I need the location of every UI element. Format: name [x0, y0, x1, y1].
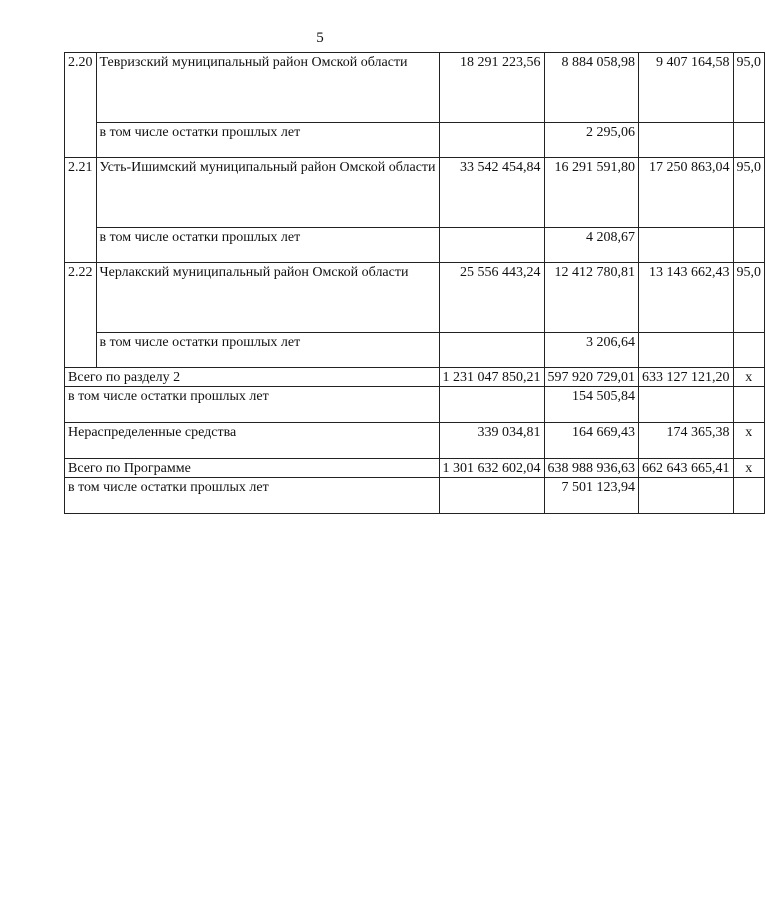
summary-label: в том числе остатки прошлых лет: [65, 387, 440, 423]
prior-years-amount: 3 206,64: [544, 333, 639, 368]
amount-column-2: 638 988 936,63: [544, 459, 639, 478]
amount-column-3: [639, 228, 734, 263]
summary-label: Всего по разделу 2: [65, 368, 440, 387]
row-index: 2.22: [65, 263, 97, 368]
total-amount: [439, 478, 544, 514]
summary-label: в том числе остатки прошлых лет: [65, 478, 440, 514]
amount-column-3: [639, 387, 734, 423]
percent-value: [733, 123, 765, 158]
total-amount: 1 301 632 602,04: [439, 459, 544, 478]
amount-column-3: [639, 333, 734, 368]
district-subrow: [65, 228, 765, 263]
total-amount: 25 556 443,24: [439, 263, 544, 333]
amount-column-3: 13 143 662,43: [639, 263, 734, 333]
page-number: 5: [316, 30, 324, 46]
summary-label: Всего по Программе: [65, 459, 440, 478]
amount-column-3: 174 365,38: [639, 423, 734, 459]
prior-years-amount: 4 208,67: [544, 228, 639, 263]
summary-row: [65, 368, 765, 387]
total-amount: [439, 228, 544, 263]
total-amount: [439, 387, 544, 423]
budget-table: [64, 52, 765, 514]
district-name: Усть-Ишимский муниципальный район Омской области: [96, 158, 439, 228]
percent-value: [733, 333, 765, 368]
percent-value: 95,0: [733, 53, 765, 123]
amount-column-2: 16 291 591,80: [544, 158, 639, 228]
district-row: [65, 53, 765, 123]
amount-column-2: 8 884 058,98: [544, 53, 639, 123]
prior-years-label: в том числе остатки прошлых лет: [96, 228, 439, 263]
percent-value: x: [733, 459, 765, 478]
district-name: Тевризский муниципальный район Омской области: [96, 53, 439, 123]
amount-column-3: 633 127 121,20: [639, 368, 734, 387]
total-amount: 1 231 047 850,21: [439, 368, 544, 387]
percent-value: [733, 478, 765, 514]
amount-column-3: 17 250 863,04: [639, 158, 734, 228]
summary-row: [65, 387, 765, 423]
total-amount: 33 542 454,84: [439, 158, 544, 228]
summary-row: [65, 423, 765, 459]
district-row: [65, 158, 765, 228]
percent-value: 95,0: [733, 263, 765, 333]
amount-column-2: 597 920 729,01: [544, 368, 639, 387]
amount-column-3: 9 407 164,58: [639, 53, 734, 123]
amount-column-2: 12 412 780,81: [544, 263, 639, 333]
total-amount: [439, 123, 544, 158]
row-index: 2.20: [65, 53, 97, 158]
total-amount: [439, 333, 544, 368]
amount-column-2: 164 669,43: [544, 423, 639, 459]
district-subrow: [65, 123, 765, 158]
district-name: Черлакский муниципальный район Омской области: [96, 263, 439, 333]
summary-row: [65, 459, 765, 478]
percent-value: x: [733, 368, 765, 387]
amount-column-3: [639, 478, 734, 514]
amount-column-2: 7 501 123,94: [544, 478, 639, 514]
summary-row: [65, 478, 765, 514]
row-index: 2.21: [65, 158, 97, 263]
prior-years-label: в том числе остатки прошлых лет: [96, 333, 439, 368]
amount-column-2: 154 505,84: [544, 387, 639, 423]
amount-column-3: 662 643 665,41: [639, 459, 734, 478]
total-amount: 339 034,81: [439, 423, 544, 459]
percent-value: [733, 228, 765, 263]
district-row: [65, 263, 765, 333]
total-amount: 18 291 223,56: [439, 53, 544, 123]
percent-value: [733, 387, 765, 423]
summary-label: Нераспределенные средства: [65, 423, 440, 459]
percent-value: x: [733, 423, 765, 459]
budget-table-body: [65, 53, 765, 514]
amount-column-3: [639, 123, 734, 158]
percent-value: 95,0: [733, 158, 765, 228]
prior-years-amount: 2 295,06: [544, 123, 639, 158]
district-subrow: [65, 333, 765, 368]
prior-years-label: в том числе остатки прошлых лет: [96, 123, 439, 158]
